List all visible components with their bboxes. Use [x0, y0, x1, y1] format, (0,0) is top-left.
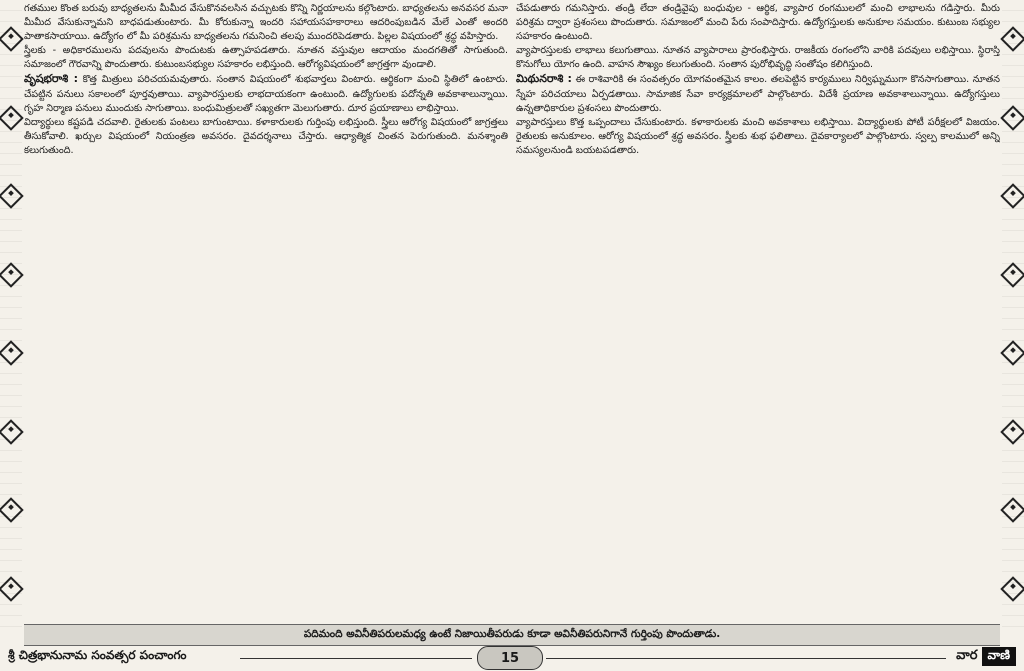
left-column	[24, 2, 508, 622]
right-ornamental-border	[1002, 0, 1024, 628]
ornament-icon	[0, 341, 24, 366]
footer-title: శ్రీ చిత్రభానునామ సంవత్సర పంచాంగం	[8, 648, 187, 662]
page-footer	[0, 646, 1024, 671]
quote-bar: పదిమంది అవినీతిపరులమధ్య ఉంటే నిజాయితీపరుడు కూడా అవినీతిపరునిగానే గుర్తింపు పొందుతాడు.	[24, 624, 1000, 646]
section-paragraph	[516, 72, 1000, 115]
body-paragraph: వ్యాపారస్తులు కొత్త ఒప్పందాలు చేసుకుంటారు. కళాకారులకు మంచి అవకాశాలు లభిస్తాయి. విద్యార్థులకు పోటీ పరీక్షలలో విజయం. రైతులకు అనుకూలం. ఆరోగ్య విషయంలో శ్రద్ధ అవసరం. స్త్రీలకు శుభ ఫలితాలు. దైవకార్యాలలో పాల్గొంటారు. స్వల్ప కాలములో అన్ని సమస్యలనుండి బయటపడతారు.	[516, 116, 1000, 156]
page-number: 15	[477, 646, 543, 670]
body-paragraph: చేపడుతారు గమనిస్తారు. తండ్రి లేదా తండ్రివైపు బంధువుల - ఆర్థిక, వ్యాపార రంగములలో మంచి లాభాలను గడిస్తారు. మీరు పరిశ్రమ ద్వారా ప్రశంసలు పొందుతారు. సమాజంలో మంచి పేరు సంపాదిస్తారు. ఉద్యోగస్తులకు అనుకూల సమయం. కుటుంబ సభ్యుల సహకారం ఉంటుంది.	[516, 3, 1000, 43]
body-paragraph: వ్యాపారస్తులకు లాభాలు కలుగుతాయి. నూతన వ్యాపారాలు ప్రారంభిస్తారు. రాజకీయ రంగంలోని వారికి పదవులు లభిస్తాయి. స్థిరాస్తి కొనుగోలు యోగం ఉంది. వాహన సౌఖ్యం కలుగుతుంది. సంతాన పురోభివృద్ధి సంతోషం కలిగిస్తుంది.	[516, 45, 1000, 71]
ornament-icon	[0, 105, 24, 130]
ornament-icon	[0, 262, 24, 287]
ornament-icon	[1000, 27, 1024, 52]
right-column	[516, 2, 1000, 622]
body-paragraph: గతముల కొంత బరువు బాధ్యతలను మీమీద వేసుకొనవలసిన వచ్చుటకు కొన్ని నిర్ణయాలను కల్గొంటారు. బాధ్యతలను అనవసర మనా మీమీద వేసుకున్నామని బాధపడుతుంటారు. మీ కోరుకున్నా ఇందరి సహాయసహకారాలు ఆదరింపుబడిన మేలే ఎంతో అందరి పాతాకసాయాయి. ఉద్యోగం లో మీ పరిశ్రమను బాధ్యతలను గమనించి తలపు ముందరిపెడతారు. పిల్లల విషయంలో శ్రద్ధ వహిస్తారు.	[24, 3, 508, 43]
ornament-icon	[1000, 341, 1024, 366]
footer-rule	[240, 658, 472, 659]
section-heading-mithuna: మిథునరాశి :	[516, 72, 572, 86]
ornament-icon	[1000, 576, 1024, 601]
ornament-icon	[1000, 262, 1024, 287]
ornament-icon	[0, 184, 24, 209]
ornament-icon	[1000, 419, 1024, 444]
ornament-icon	[0, 576, 24, 601]
ornament-icon	[0, 27, 24, 52]
section-heading-vrishabha: వృషభరాశి :	[24, 72, 79, 86]
ornament-icon	[1000, 184, 1024, 209]
brand-word: వార	[956, 647, 978, 663]
left-ornamental-border	[0, 0, 22, 628]
body-paragraph: స్త్రీలకు - అధికారములను పదవులను పొందుటకు ఉత్సాహపడతారు. నూతన వస్తువుల ఆదాయం మందగతితో సాగుతుంది. సమాజంలో గౌరవాన్ని పొందుతారు. కుటుంబసభ్యుల సహకారం లభిస్తుంది. ఆరోగ్యవిషయంలో జాగ్రత్తగా వుండాలి.	[24, 45, 508, 71]
ornament-icon	[1000, 105, 1024, 130]
section-text: ఈ రాశివారికి ఈ సంవత్సరం యోగవంతమైన కాలం. తలపెట్టిన కార్యములు నిర్విఘ్నముగా కొనసాగుతాయి. నూతన స్నేహ పరిచయాలు ఏర్పడతాయి. సామాజిక సేవా కార్యక్రమాలలో పాల్గొంటారు. విదేశీ ప్రయాణ అవకాశాలున్నాయి. ఉద్యోగస్తులు ఉన్నతాధికారుల ప్రశంసలు పొందుతారు.	[516, 74, 1000, 114]
footer-rule	[546, 658, 946, 659]
ornament-icon	[1000, 498, 1024, 523]
section-text: కొత్త మిత్రులు పరిచయమవుతారు. సంతాన విషయంలో శుభవార్తలు వింటారు. ఆర్థికంగా మంచి స్థితిలో ఉంటారు. చేపట్టిన పనులు సకాలంలో పూర్తవుతాయి. వ్యాపారస్తులకు లాభదాయకంగా ఉంటుంది. ఉద్యోగులకు పదోన్నతి అవకాశాలున్నాయి. గృహ నిర్మాణ పనులు ముందుకు సాగుతాయి. బంధుమిత్రులతో సఖ్యతగా మెలుగుతారు. దూర ప్రయాణాలు లాభిస్తాయి.	[24, 74, 508, 114]
section-paragraph	[24, 72, 508, 115]
article-body	[24, 2, 1000, 622]
body-paragraph: విద్యార్థులు కష్టపడి చదవాలి. రైతులకు పంటలు బాగుంటాయి. కళాకారులకు గుర్తింపు లభిస్తుంది. స్త్రీలు ఆరోగ్య విషయంలో జాగ్రత్తలు తీసుకోవాలి. ఖర్చుల విషయంలో నియంత్రణ అవసరం. దైవదర్శనాలు చేస్తారు. ఆధ్యాత్మిక చింతన పెరుగుతుంది. మనశ్శాంతి కలుగుతుంది.	[24, 116, 508, 156]
brand-logo	[956, 647, 1016, 666]
brand-box: వాణి	[982, 647, 1017, 666]
ornament-icon	[0, 498, 24, 523]
ornament-icon	[0, 419, 24, 444]
